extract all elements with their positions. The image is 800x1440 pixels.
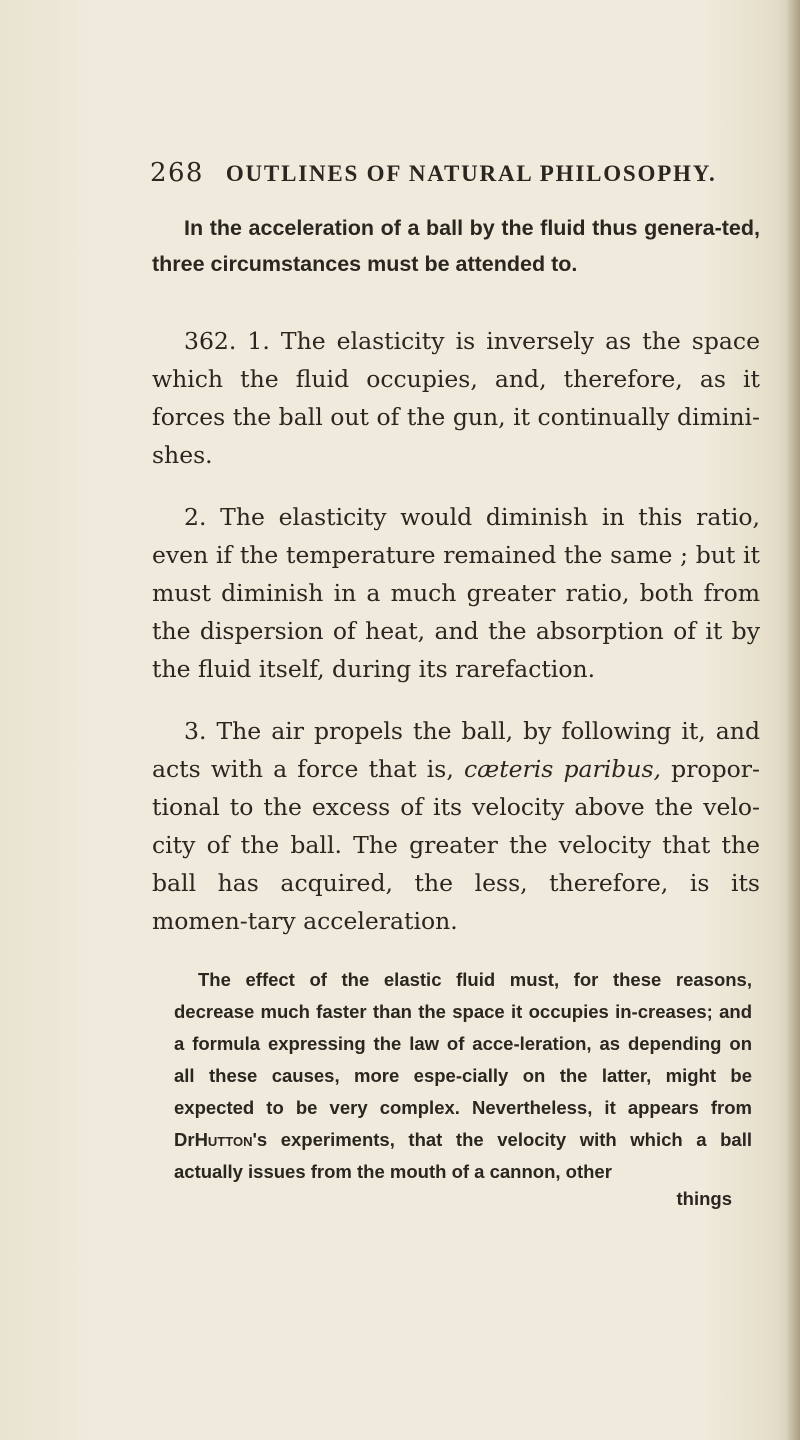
running-title: OUTLINES OF NATURAL PHILOSOPHY. <box>225 161 717 186</box>
paragraph-text-after: propor-tional to the excess of its velocity above the velo-city of the ball. The greater the velocity that the ball has acquired, the less, therefore, is its momen-tary acceleration. <box>152 755 760 935</box>
paragraph-number: 362. 1. <box>184 327 270 355</box>
paragraph-2 <box>152 498 760 688</box>
paragraph-number: 3. <box>184 717 207 745</box>
catchword: things <box>676 1188 732 1209</box>
page-edge-shadow <box>786 0 800 1440</box>
name-hutton: Hutton <box>194 1129 253 1150</box>
latin-phrase: cæteris paribus, <box>463 755 662 783</box>
paragraph-text-before: The air propels the ball, by following it, and acts with a force that is, <box>152 717 760 783</box>
paragraph-number: 2. <box>184 503 207 531</box>
intro-paragraph: In the acceleration of a ball by the fluid thus genera-ted, three circumstances must be attended to. <box>152 216 760 276</box>
note-text-after: 's experiments, that the velocity with which a ball actually issues from the mouth of a cannon, other <box>174 1129 752 1182</box>
paragraph-3 <box>152 712 760 940</box>
page-number: 268 <box>150 158 204 188</box>
paragraph-text: The elasticity is inversely as the space which the fluid occupies, and, therefore, as it forces the ball out of the gun, it continually dimini-shes. <box>152 327 760 469</box>
running-header <box>150 158 750 198</box>
note-text-before: The effect of the elastic fluid must, for these reasons, decrease much faster than the space it occupies in-creases; and a formula expressing the law of acce-leration, as depending on all these causes, more espe-cially on the latter, might be expected to be very complex. Nevertheless, it appears from Dr <box>174 969 752 1150</box>
paragraph-text: The elasticity would diminish in this ratio, even if the temperature remained the same ; but it must diminish in a much greater ratio, both from the dispersion of heat, and the absorption of it by the fluid itself, during its rarefaction. <box>152 503 760 683</box>
page-body <box>152 210 760 1210</box>
note-paragraph <box>152 964 760 1188</box>
paragraph-362-1 <box>152 322 760 474</box>
